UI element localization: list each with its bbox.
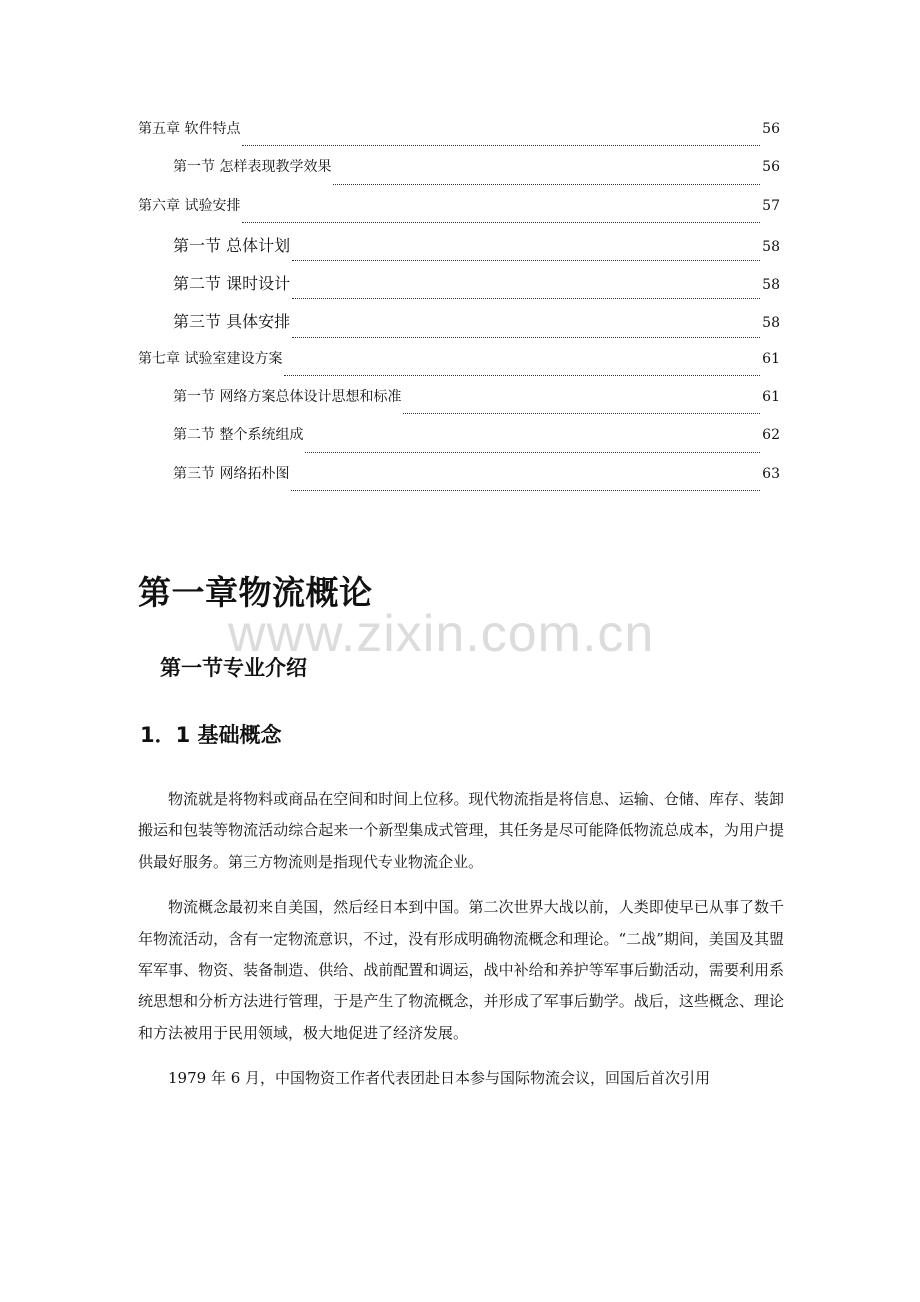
toc-entry[interactable] (138, 386, 780, 424)
toc-entry-title: 第一节 网络方案总体设计思想和标准 (173, 389, 402, 406)
watermark: www.zixin.com.cn (228, 605, 655, 663)
toc-entry-page: 58 (762, 238, 780, 255)
toc-leader-dots (292, 297, 760, 299)
toc-leader-dots (292, 336, 760, 338)
toc-entry-page: 56 (762, 159, 780, 176)
toc-entry[interactable] (138, 309, 780, 347)
table-of-contents (138, 118, 780, 501)
toc-leader-dots (242, 144, 760, 146)
toc-entry[interactable] (138, 271, 780, 309)
toc-leader-dots (292, 259, 760, 261)
toc-entry-page: 62 (762, 427, 780, 444)
toc-entry-page: 56 (762, 121, 780, 137)
toc-leader-dots (291, 489, 760, 491)
toc-entry-title: 第三节 具体安排 (173, 312, 291, 332)
chapter-title: 第一章物流概论 (138, 573, 373, 612)
paragraph: 物流概念最初来自美国，然后经日本到中国。第二次世界大战以前，人类即使早已从事了数千年物流活动，含有一定物流意识，不过，没有形成明确物流概念和理论。“二战”期间，美国及其盟军军事、物资、装备制造、供给、战前配置和调运，战中补给和养护等军事后勤活动，需要利用系统思想和分析方法进行管理，于是产生了物流概念，并形成了军事后勤学。战后，这些概念、理论和方法被用于民用领域，极大地促进了经济发展。 (138, 898, 784, 1042)
toc-entry-page: 61 (762, 389, 780, 406)
toc-entry-page: 58 (762, 315, 780, 332)
toc-entry[interactable] (138, 424, 780, 462)
toc-entry-title: 第六章 试验安排 (138, 197, 241, 214)
toc-entry-page: 61 (762, 350, 780, 367)
toc-entry-title: 第三节 网络拓朴图 (173, 465, 290, 482)
toc-leader-dots (403, 412, 760, 414)
body-text (138, 784, 784, 1109)
paragraph: 物流就是将物料或商品在空间和时间上位移。现代物流指是将信息、运输、仓储、库存、装卸搬运和包装等物流活动综合起来一个新型集成式管理，其任务是尽可能降低物流总成本，为用户提供最好服务。第三方物流则是指现代专业物流企业。 (138, 790, 784, 871)
toc-entry[interactable] (138, 195, 780, 233)
toc-leader-dots (242, 221, 760, 223)
toc-leader-dots (305, 451, 760, 453)
toc-entry-title: 第二节 整个系统组成 (173, 427, 304, 444)
toc-entry-title: 第五章 软件特点 (138, 121, 241, 137)
toc-entry-page: 63 (762, 465, 780, 482)
subsection-title: 1．1 基础概念 (140, 723, 282, 747)
toc-entry[interactable] (138, 348, 780, 386)
toc-entry-title: 第七章 试验室建设方案 (138, 350, 283, 367)
toc-leader-dots (284, 374, 760, 376)
toc-entry[interactable] (138, 156, 780, 194)
toc-entry[interactable] (138, 463, 780, 501)
section-title: 第一节专业介绍 (160, 656, 307, 680)
toc-leader-dots (333, 183, 760, 185)
toc-entry[interactable] (138, 233, 780, 271)
toc-entry-page: 58 (762, 277, 780, 294)
paragraph: 1979 年 6 月，中国物资工作者代表团赴日本参与国际物流会议，回国后首次引用 (168, 1069, 711, 1088)
toc-entry-title: 第一节 总体计划 (173, 235, 291, 255)
toc-entry-title: 第二节 课时设计 (173, 274, 291, 294)
toc-entry-title: 第一节 怎样表现教学效果 (173, 159, 332, 176)
toc-entry[interactable] (138, 118, 780, 156)
toc-entry-page: 57 (762, 197, 780, 214)
